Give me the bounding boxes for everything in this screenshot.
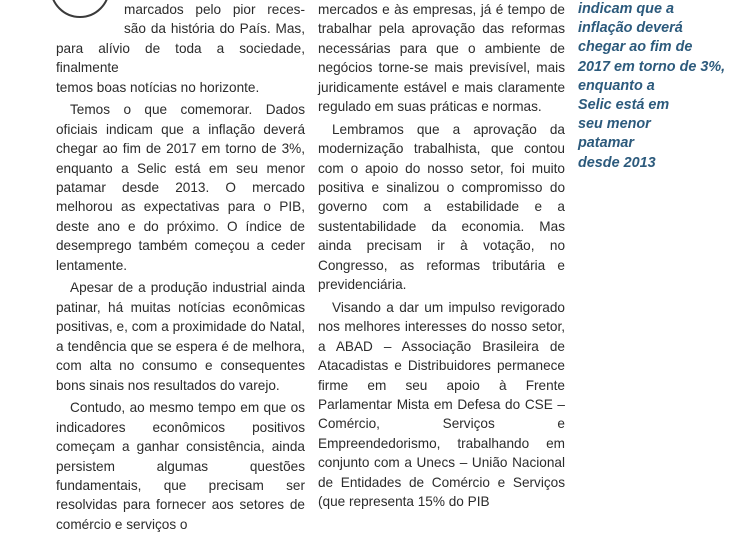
article-paragraph: [56, 0, 305, 97]
article-column-middle: [318, 0, 565, 515]
article-paragraph: Visando a dar um impulso revigorado nos melhores interesses do nosso setor, a ABAD – Associação Brasileira de Atacadistas e Distribuidores permanece firme em seu apoio à Frente Parlamentar Mista em Defesa do CSE – Comércio, Serviços e Empreendedorismo, trabalhando em conjunto com a Unecs – União Nacional de Entidades de Comércio e Serviços (que representa 15% do PIB: [318, 299, 565, 509]
article-paragraph: Apesar de a produção industrial ainda patinar, há muitas notícias econômicas positivas, e, com a proximidade do Natal, a tendência que se espera é de melhora, com alta no consumo e consequentes bons sinais nos resultados do varejo.: [56, 280, 305, 393]
article-paragraph: Lembramos que a aprovação da modernização trabalhista, que contou com o apoio do nosso setor, foi muito positiva e sinalizou o compromisso do governo com a estabilidade e a sustentabilidade da economia. Mas ainda precisam ir à votação, no Congresso, as reformas tributária e previdenciária.: [318, 121, 565, 293]
pull-quote-line: patamar: [578, 135, 634, 152]
pull-quote: [578, 0, 748, 173]
pull-quote-line: Selic está em: [578, 97, 670, 114]
article-paragraph: Contudo, ao mesmo tempo em que os indicadores econômicos positivos começam a ganhar consistência, ainda persistem algumas questões fundamentais, que precisam ser resolvidas para fornecer aos setores de comércio e serviços o: [56, 400, 305, 532]
text-line: são da história do País. Mas,: [124, 21, 305, 37]
pull-quote-line: inflação deverá: [578, 20, 683, 37]
text-line: marcados pelo pior reces-: [124, 2, 305, 17]
pull-quote-line: desde 2013: [578, 154, 656, 171]
article-column-left: [56, 0, 305, 538]
pull-quote-line: 2017 em torno de 3%,: [578, 58, 726, 75]
pull-quote-line: seu menor: [578, 116, 651, 133]
pull-quote-line: chegar ao fim de: [578, 39, 693, 56]
text-line: temos boas notícias no horizonte.: [56, 79, 260, 95]
pull-quote-line: enquanto a: [578, 77, 655, 94]
article-paragraph: Temos o que comemorar. Dados oficiais indicam que a inflação deverá chegar ao fim de 2017 em torno de 3%, enquanto a Selic está em seu menor patamar desde 2013. O mercado melhorou as expectativas para o PIB, deste ano e do próximo. O índice de desemprego também começou a ceder lentamente.: [56, 102, 305, 273]
article-paragraph: mercados e às empresas, já é tempo de trabalhar pela aprovação das reformas necessárias para que o ambiente de negócios torne-se mais previsível, mais juridicamente estável e mais claramente regulado em suas práticas e normas.: [318, 2, 565, 115]
pull-quote-line: indicam que a: [578, 1, 674, 17]
text-line: para alívio de toda a sociedade, finalmente: [56, 40, 305, 76]
